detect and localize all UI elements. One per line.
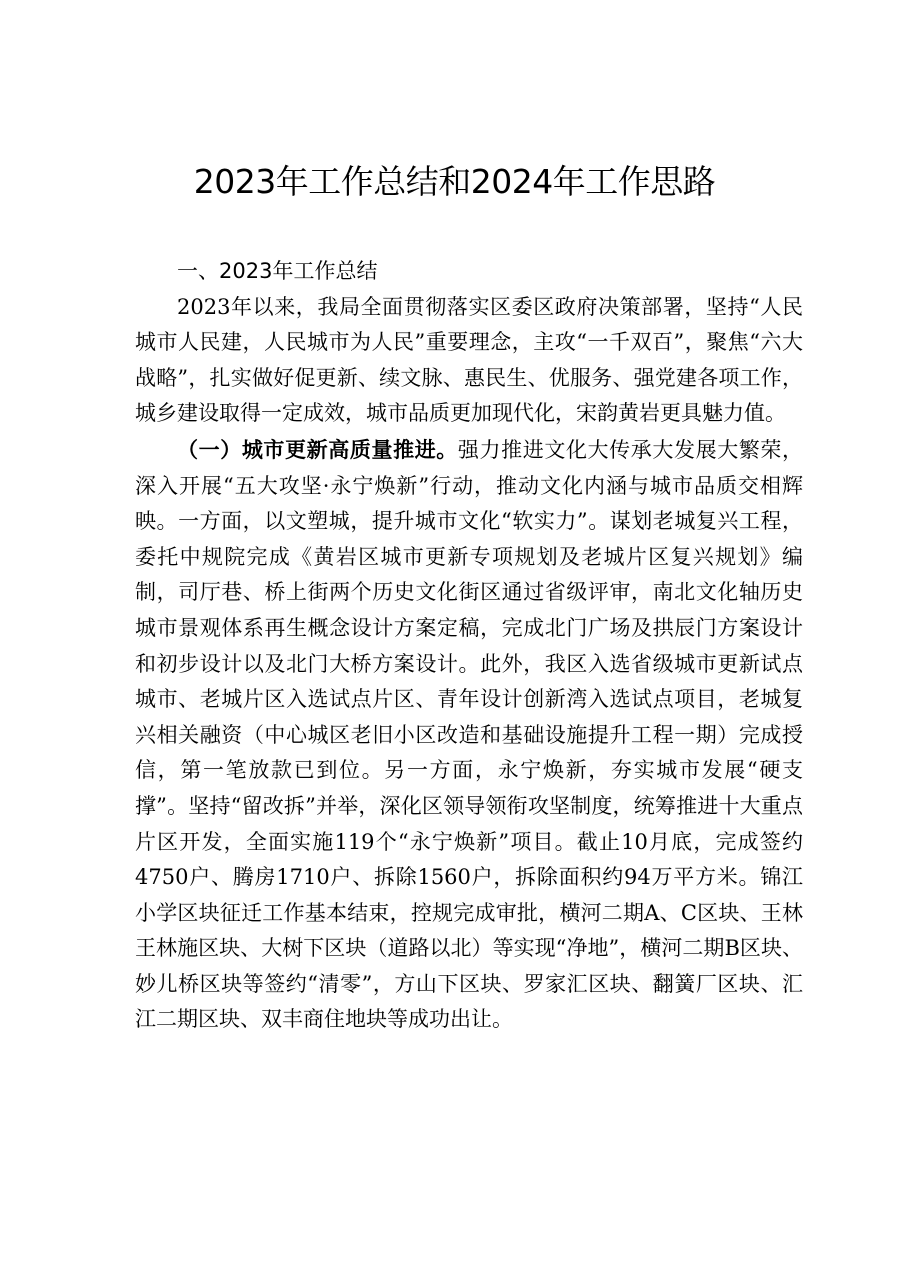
section-heading: 一、2023年工作总结 (177, 259, 378, 283)
intro-paragraph: 2023年以来，我局全面贯彻落实区委区政府决策部署，坚持“人民城市人民建，人民城市为人民”重要理念，主攻“一千双百”，聚焦“六大战略”，扎实做好促更新、续文脉、惠民生、优服务、强党建各项工作，城乡建设取得一定成效，城市品质更加现代化，宋韵黄岩更具魅力值。 (135, 294, 803, 426)
document-title: 2023年工作总结和2024年工作思路 (193, 162, 716, 201)
subsection-text: 强力推进文化大传承大发展大繁荣，深入开展“五大攻坚·永宁焕新”行动，推动文化内涵与城市品质交相辉映。一方面，以文塑城，提升城市文化“软实力”。谋划老城复兴工程，委托中规院完成《黄岩区城市更新专项规划及老城片区复兴规划》编制，司厅巷、桥上街两个历史文化街区通过省级评审，南北文化轴历史城市景观体系再生概念设计方案定稿，完成北门广场及拱辰门方案设计和初步设计以及北门大桥方案设计。此外，我区入选省级城市更新试点城市、老城片区入选试点片区、青年设计创新湾入选试点项目，老城复兴相关融资（中心城区老旧小区改造和基础设施提升工程一期）完成授信，第一笔放款已到位。另一方面，永宁焕新，夯实城市发展“硬支撑”。坚持“留改拆”并举，深化区领导领衔攻坚制度，统筹推进十大重点片区开发，全面实施119个“永宁焕新”项目。截止10月底，完成签约4750户、腾房1710户、拆除1560户，拆除面积约94万平方米。锦江小学区块征迁工作基本结束，控规完成审批，横河二期A、C区块、王林王林施区块、大树下区块（道路以北）等实现“净地”，横河二期B区块、妙儿桥区块等签约“清零”，方山下区块、罗家汇区块、翻簧厂区块、汇江二期区块、双丰商住地块等成功出让。 (135, 437, 804, 1032)
subsection-lead: （一）城市更新高质量推进。 (177, 436, 458, 462)
document-body (135, 254, 803, 1038)
subsection-paragraph (135, 432, 803, 1038)
